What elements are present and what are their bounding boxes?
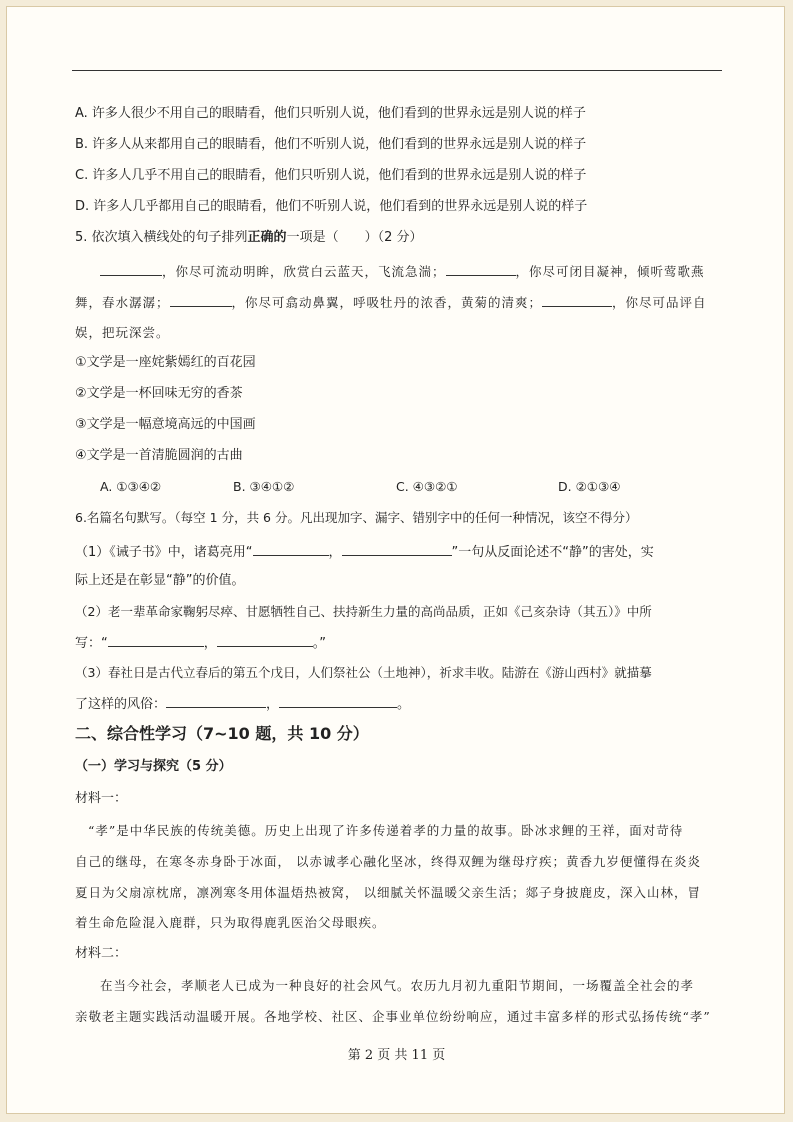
material-2-line-1: 在当今社会，孝顺老人已成为一种良好的社会风气。农历九月初九重阳节期间，一场覆盖全社会的孝 bbox=[100, 978, 695, 993]
answer-blank[interactable] bbox=[446, 263, 516, 276]
material-2-label: 材料二： bbox=[75, 946, 128, 961]
q5-item-4: ④文学是一首清脆圆润的古曲 bbox=[75, 448, 243, 463]
q6-3-line-1: （3）春社日是古代立春后的第五个戊日，人们祭社公（土地神），祈求丰收。陆游在《游山西村》就描摹 bbox=[75, 665, 652, 680]
answer-blank[interactable] bbox=[542, 294, 612, 307]
q6-text: 。 bbox=[397, 697, 411, 712]
q6-2-line-2 bbox=[75, 634, 326, 652]
q6-1-line-1 bbox=[75, 543, 654, 561]
subsection-title: （一）学习与探究（5 分） bbox=[75, 759, 232, 774]
q6-text: （1）《诫子书》中，诸葛亮用“ bbox=[75, 545, 253, 560]
q6-2-line-1: （2）老一辈革命家鞠躬尽瘁、甘愿牺牲自己、扶持新生力量的高尚品质，正如《己亥杂诗（其五）》中所 bbox=[75, 604, 652, 619]
passage-text: ，你尽可流动明眸，欣赏白云蓝天，飞流急湍； bbox=[162, 264, 446, 279]
passage-text: ，你尽可闭目凝神，倾听莺歌燕 bbox=[515, 264, 705, 279]
material-1-label: 材料一： bbox=[75, 791, 128, 806]
q5-stem-post: 一项是（ ）（2 分） bbox=[286, 230, 423, 245]
q5-choice-c[interactable]: C. ④③②① bbox=[396, 479, 458, 494]
q5-item-3: ③文学是一幅意境高远的中国画 bbox=[75, 417, 256, 432]
q5-choice-d[interactable]: D. ②①③④ bbox=[558, 479, 621, 494]
q5-passage-line-3: 娱，把玩深尝。 bbox=[75, 325, 170, 340]
passage-text: 舞，春水潺潺； bbox=[75, 295, 170, 310]
q6-text: 。” bbox=[312, 636, 327, 651]
q6-stem: 6.名篇名句默写。（每空 1 分，共 6 分。凡出现加字、漏字、错别字中的任何一种情况，该空不得分） bbox=[75, 510, 638, 525]
q5-stem-pre: 5. 依次填入横线处的句子排列 bbox=[75, 230, 248, 245]
material-1-line-4: 着生命危险混入鹿群，只为取得鹿乳医治父母眼疾。 bbox=[75, 915, 386, 930]
answer-blank[interactable] bbox=[166, 695, 266, 708]
material-1-line-1: “孝”是中华民族的传统美德。历史上出现了许多传递着孝的力量的故事。卧冰求鲤的王祥，面对苛待 bbox=[88, 823, 684, 838]
q5-choice-a[interactable]: A. ①③④② bbox=[100, 479, 162, 494]
material-1-line-3: 夏日为父扇凉枕席，凛冽寒冬用体温焐热被窝， 以细腻关怀温暖父亲生活；郯子身披鹿皮，深入山林，冒 bbox=[75, 885, 701, 900]
page-number: 第 2 页 共 11 页 bbox=[347, 1048, 446, 1063]
q6-text: 写：“ bbox=[75, 636, 108, 651]
q4-option-c: C. 许多人几乎不用自己的眼睛看，他们只听别人说，他们看到的世界永远是别人说的样子 bbox=[75, 168, 587, 183]
material-1-line-2: 自己的继母，在寒冬赤身卧于冰面， 以赤诚孝心融化坚冰，终得双鲤为继母疗疾；黄香九岁便懂得在炎炎 bbox=[75, 854, 701, 869]
answer-blank[interactable] bbox=[253, 543, 329, 556]
q5-passage-line-1 bbox=[100, 263, 705, 280]
q6-text: 了这样的风俗： bbox=[75, 697, 167, 712]
q5-stem bbox=[75, 230, 422, 246]
q5-stem-bold: 正确的 bbox=[247, 230, 287, 245]
q6-text: ， bbox=[328, 545, 342, 560]
material-2-line-2: 亲敬老主题实践活动温暖开展。各地学校、社区、企事业单位纷纷响应，通过丰富多样的形式弘扬传统“孝” bbox=[75, 1009, 711, 1024]
answer-blank[interactable] bbox=[342, 543, 452, 556]
q6-text: ， bbox=[203, 636, 217, 651]
q4-option-a: A. 许多人很少不用自己的眼睛看，他们只听别人说，他们看到的世界永远是别人说的样子 bbox=[75, 106, 586, 121]
answer-blank[interactable] bbox=[170, 294, 232, 307]
q6-text: ， bbox=[266, 697, 280, 712]
q4-option-d: D. 许多人几乎都用自己的眼睛看，他们不听别人说，他们看到的世界永远是别人说的样子 bbox=[75, 199, 588, 214]
q5-passage-line-2 bbox=[75, 294, 707, 311]
answer-blank[interactable] bbox=[217, 634, 313, 647]
q5-item-1: ①文学是一座姹紫嫣红的百花园 bbox=[75, 355, 256, 370]
passage-text: ，你尽可品评自 bbox=[612, 295, 707, 310]
section-2-title: 二、综合性学习（7~10 题，共 10 分） bbox=[75, 724, 369, 743]
passage-text: ，你尽可翕动鼻翼，呼吸牡丹的浓香，黄菊的清爽； bbox=[231, 295, 543, 310]
q6-1-line-2: 际上还是在彰显“静”的价值。 bbox=[75, 573, 245, 588]
answer-blank[interactable] bbox=[279, 695, 397, 708]
q6-3-line-2 bbox=[75, 695, 410, 713]
q5-item-2: ②文学是一杯回味无穷的香茶 bbox=[75, 386, 243, 401]
q6-text: ”一句从反面论述不“静”的害处，实 bbox=[451, 545, 654, 560]
q4-option-b: B. 许多人从来都用自己的眼睛看，他们不听别人说，他们看到的世界永远是别人说的样子 bbox=[75, 137, 587, 152]
answer-blank[interactable] bbox=[108, 634, 204, 647]
answer-blank[interactable] bbox=[100, 263, 162, 276]
header-rule bbox=[72, 70, 722, 71]
q5-choice-b[interactable]: B. ③④①② bbox=[233, 479, 295, 494]
